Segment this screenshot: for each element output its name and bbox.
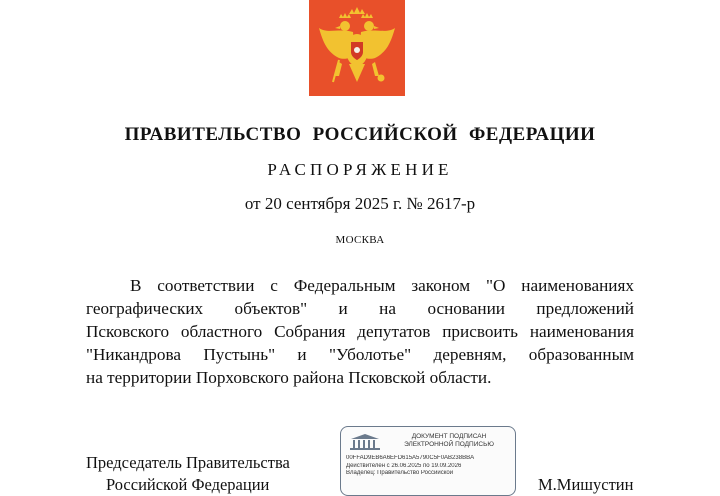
body-line: Псковского областного Собрания депутатов присвоить наименования — [86, 322, 634, 341]
order-body — [86, 274, 634, 389]
body-line: В соответствии с Федеральным законом "О наименованиях — [130, 276, 634, 295]
signer-name: М.Мишустин — [538, 475, 634, 494]
stamp-certificate: 00FFAD9EB6A6EFD615A5790C5F0AB238BBA — [346, 455, 475, 461]
signer-position-line: Российской Федерации — [106, 475, 270, 494]
stamp-details — [346, 455, 512, 478]
stamp-owner: Владелец: Правительство Российской — [346, 470, 454, 476]
coat-of-arms-icon — [309, 0, 405, 96]
document-type: РАСПОРЯЖЕНИЕ — [267, 160, 453, 179]
stamp-validity: Действителен с 26.06.2025 по 19.09.2026 — [346, 462, 462, 469]
government-building-icon — [347, 433, 383, 451]
stamp-title: ДОКУМЕНТ ПОДПИСАН ЭЛЕКТРОННОЙ ПОДПИСЬЮ — [404, 433, 494, 448]
signer-position — [86, 452, 290, 496]
signer-position-line: Председатель Правительства — [86, 453, 290, 472]
body-line: географических объектов" и на основании предложений — [86, 299, 634, 318]
body-line: "Никандрова Пустынь" и "Уболотье" деревням, образованным — [86, 345, 634, 364]
document-date-number: от 20 сентября 2025 г. № 2617-р — [244, 194, 476, 213]
electronic-signature-stamp — [340, 426, 516, 496]
government-title: ПРАВИТЕЛЬСТВО РОССИЙСКОЙ ФЕДЕРАЦИИ — [124, 124, 596, 145]
body-line: на территории Порховского района Псковской области. — [86, 368, 492, 387]
document-city: МОСКВА — [335, 234, 385, 246]
